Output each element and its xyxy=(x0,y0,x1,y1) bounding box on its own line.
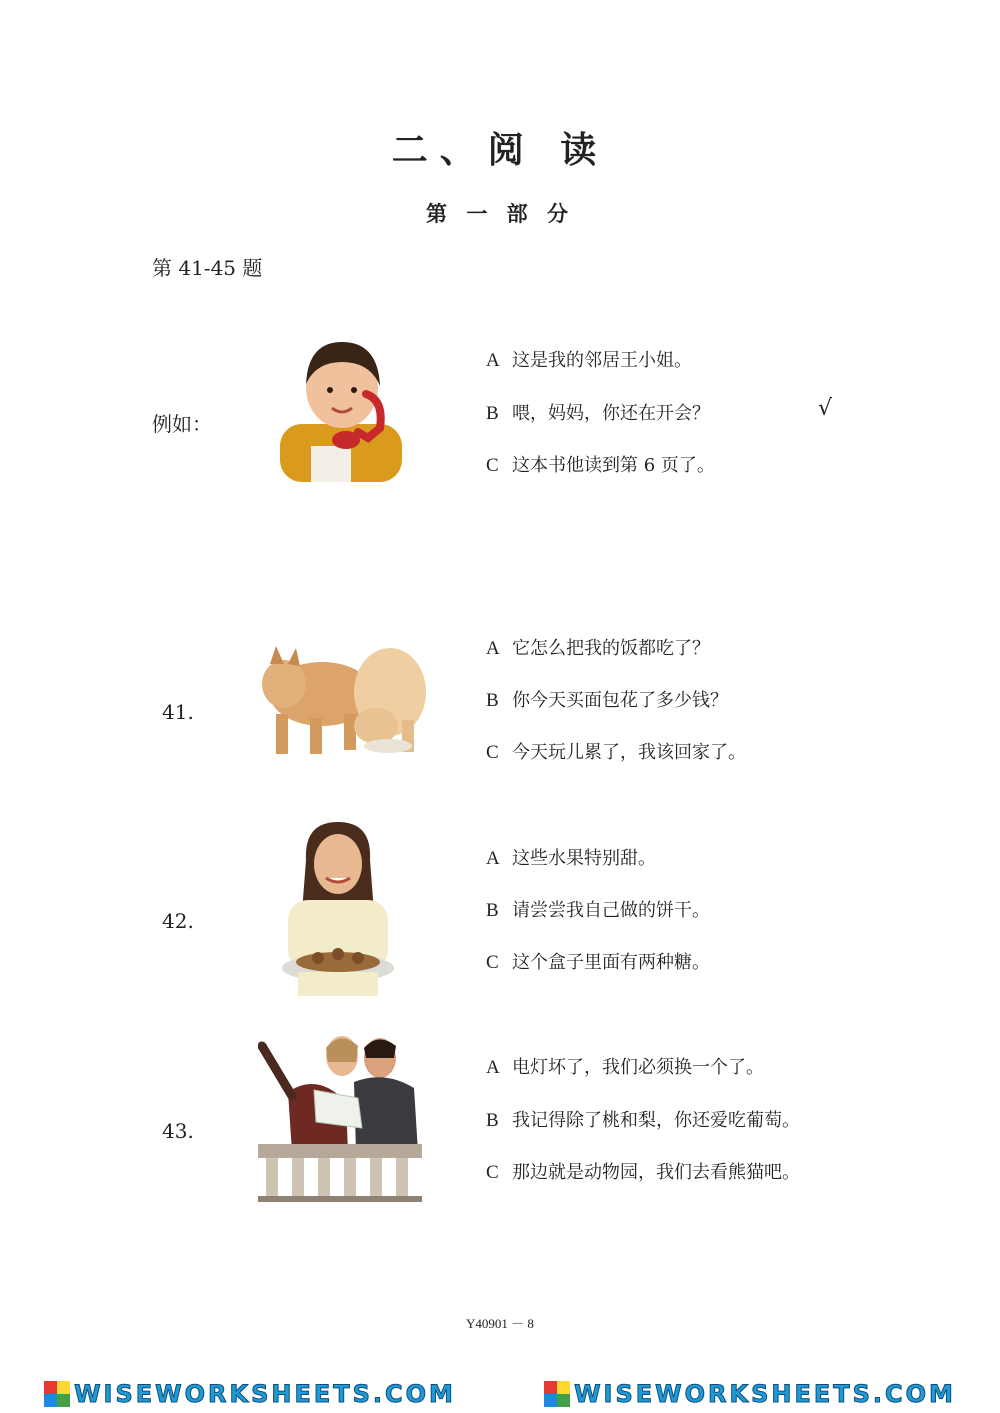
brand-watermark-1 xyxy=(0,1378,500,1410)
question-range: 第 41-45 题 xyxy=(152,256,263,280)
question-42-option-c: C 这个盒子里面有两种糖。 xyxy=(486,952,710,973)
brand-text: WISEWORKSHEETS.COM xyxy=(574,1380,956,1408)
example-option-c: C 这本书他读到第 6 页了。 xyxy=(486,455,715,476)
couple-with-map-image xyxy=(258,1032,422,1202)
question-41-option-b: B 你今天买面包花了多少钱？ xyxy=(486,690,728,711)
question-43-option-a: A 电灯坏了，我们必须换一个了。 xyxy=(486,1057,764,1078)
question-43-number: 43. xyxy=(162,1119,194,1143)
example-option-a: A 这是我的邻居王小姐。 xyxy=(486,350,692,371)
question-41-option-c: C 今天玩儿累了，我该回家了。 xyxy=(486,742,746,763)
example-label: 例如： xyxy=(152,412,212,436)
boy-on-phone-image xyxy=(276,336,406,482)
check-mark-icon: √ xyxy=(818,396,833,421)
question-42-option-a: A 这些水果特别甜。 xyxy=(486,848,656,869)
question-42-number: 42. xyxy=(162,909,194,933)
question-43-option-b: B 我记得除了桃和梨，你还爱吃葡萄。 xyxy=(486,1110,800,1131)
question-42-option-b: B 请尝尝我自己做的饼干。 xyxy=(486,900,710,921)
wise-logo-icon xyxy=(44,1381,70,1407)
wise-logo-icon xyxy=(544,1381,570,1407)
puppies-image xyxy=(252,634,432,764)
section-title: 二、阅 读 xyxy=(391,129,609,171)
part-subtitle: 第 一 部 分 xyxy=(426,201,574,226)
watermark-banner xyxy=(0,1378,1000,1410)
question-41-option-a: A 它怎么把我的饭都吃了？ xyxy=(486,638,710,659)
brand-text: WISEWORKSHEETS.COM xyxy=(74,1380,456,1408)
question-43-option-c: C 那边就是动物园，我们去看熊猫吧。 xyxy=(486,1162,800,1183)
example-option-b: B 喂，妈妈，你还在开会？ xyxy=(486,403,710,424)
page-code: Y40901 － 8 xyxy=(466,1316,534,1331)
brand-watermark-2 xyxy=(500,1378,1000,1410)
question-41-number: 41. xyxy=(162,700,194,724)
girl-with-cookies-image xyxy=(278,820,398,996)
